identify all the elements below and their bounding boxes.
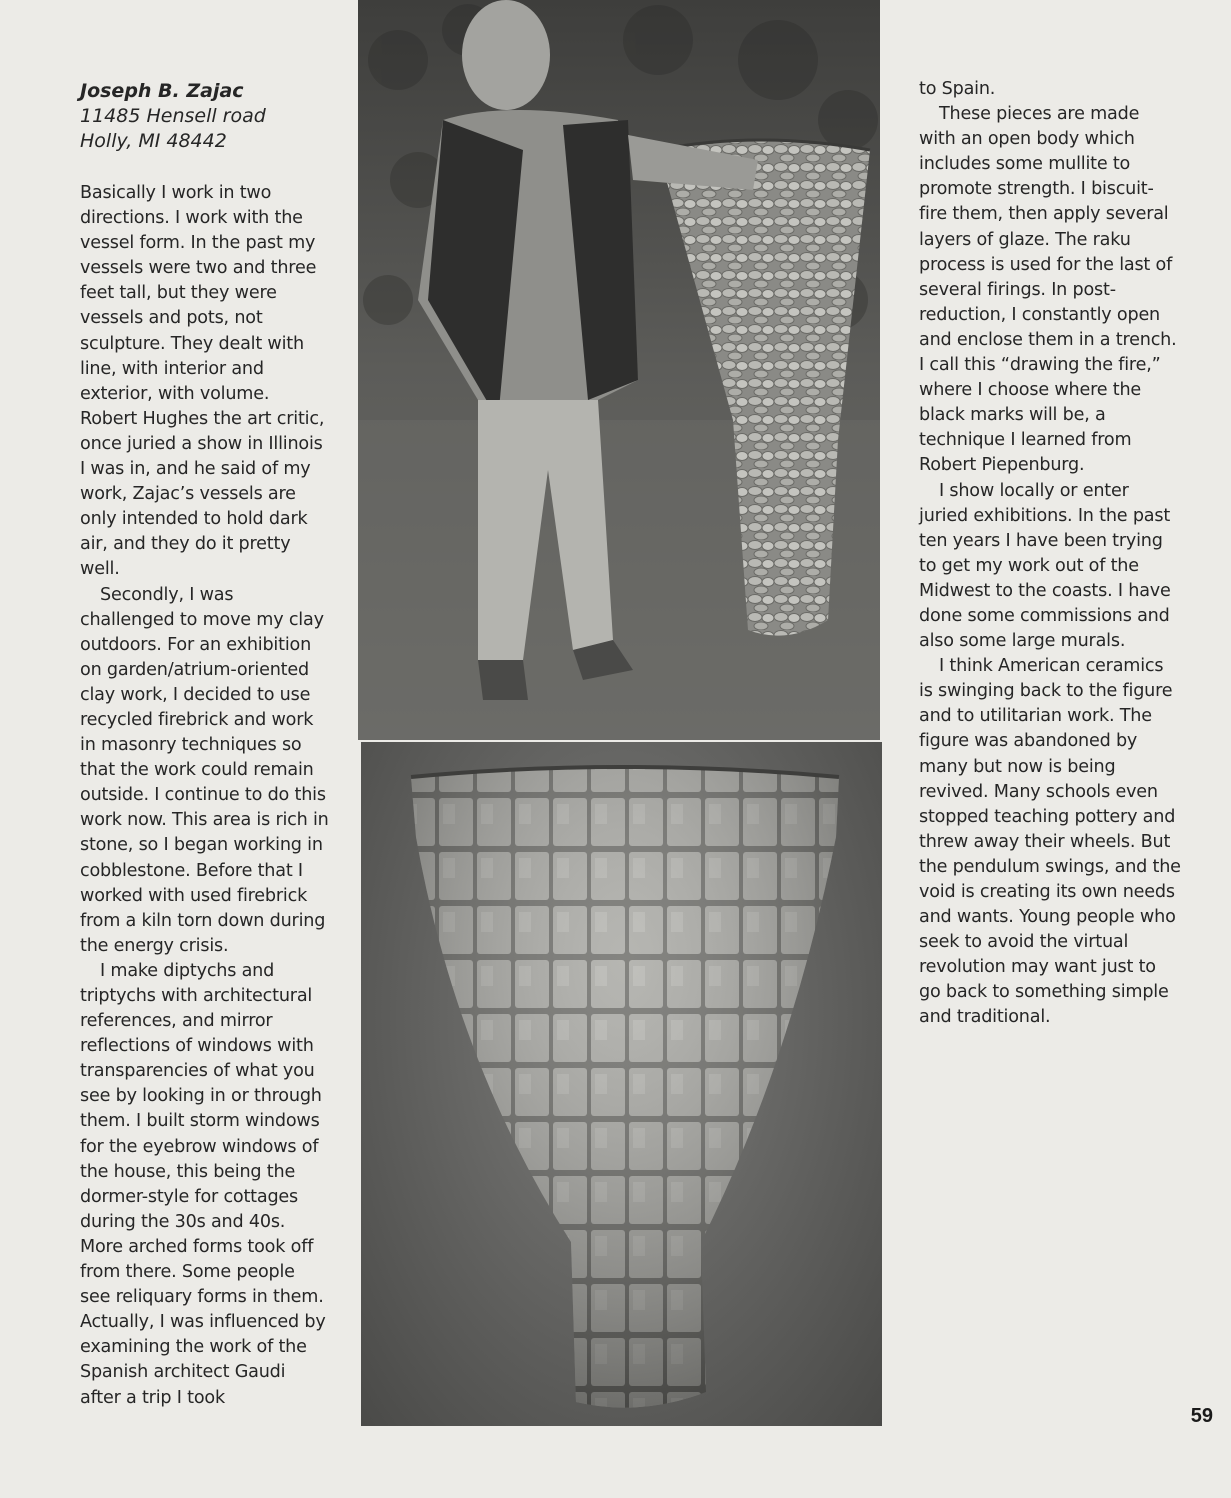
right-column (919, 77, 1181, 1031)
paragraph: I think American ceramics is swinging back to the figure and to utilitarian work. The figure was abandoned by many but now is being revived. Many schools even stopped teaching pottery and threw away their wheels. But the pendulum swings, and the void is creating its own needs and wants. Young people who seek to avoid the virtual revolution may want just to go back to something simple and traditional. (919, 656, 1181, 1028)
artist-portrait-photo (358, 0, 880, 740)
left-body-text (80, 181, 330, 1411)
paragraph: Basically I work in two directions. I work with the vessel form. In the past my vessels were two and three feet tall, but they were vessels and pots, not sculpture. They dealt with line, with interior and exterior, with volume. Robert Hughes the art critic, once juried a show in Illinois I was in, and he said of my work, Zajac’s vessels are only intended to hold dark air, and they do it pretty well. (80, 183, 325, 580)
paragraph: These pieces are made with an open body which includes some mullite to promote strength. I biscuit-fire them, then apply several layers of glaze. The raku process is used for the last of several firings. In post-reduction, I constantly open and enclose them in a trench. I call this “drawing the fire,” where I choose where the black marks will be, a technique I learned from Robert Piepenburg. (919, 104, 1177, 476)
address-line-2: Holly, MI 48442 (80, 130, 227, 152)
page-number: 59 (1190, 1405, 1213, 1427)
firebrick-vessel-illustration (361, 742, 882, 1426)
address-line-1: 11485 Hensell road (80, 105, 266, 127)
firebrick-vessel-photo (361, 742, 882, 1426)
artist-name: Joseph B. Zajac (80, 80, 244, 102)
left-column (80, 78, 330, 1411)
paragraph: to Spain. (919, 79, 996, 99)
paragraph: I make diptychs and triptychs with architectural references, and mirror reflections of windows with transparencies of what you see by looking in or through them. I built storm windows for the eyebrow windows of the house, this being the dormer-style for cottages during the 30s and 40s. More arched forms took off from there. Some people see reliquary forms in them. Actually, I was influenced by examining the work of the Spanish architect Gaudi after a trip I took (80, 960, 326, 1408)
artist-portrait-illustration (358, 0, 880, 740)
paragraph: Secondly, I was challenged to move my clay outdoors. For an exhibition on garden/atrium-oriented clay work, I decided to use recycled firebrick and work in masonry techniques so that the work could remain outside. I continue to do this work now. This area is rich in stone, so I began working in cobblestone. Before that I worked with used firebrick from a kiln torn down during the energy crisis. (80, 584, 329, 956)
paragraph: I show locally or enter juried exhibitions. In the past ten years I have been trying to get my work out of the Midwest to the coasts. I have done some commissions and also some large murals. (919, 480, 1171, 652)
